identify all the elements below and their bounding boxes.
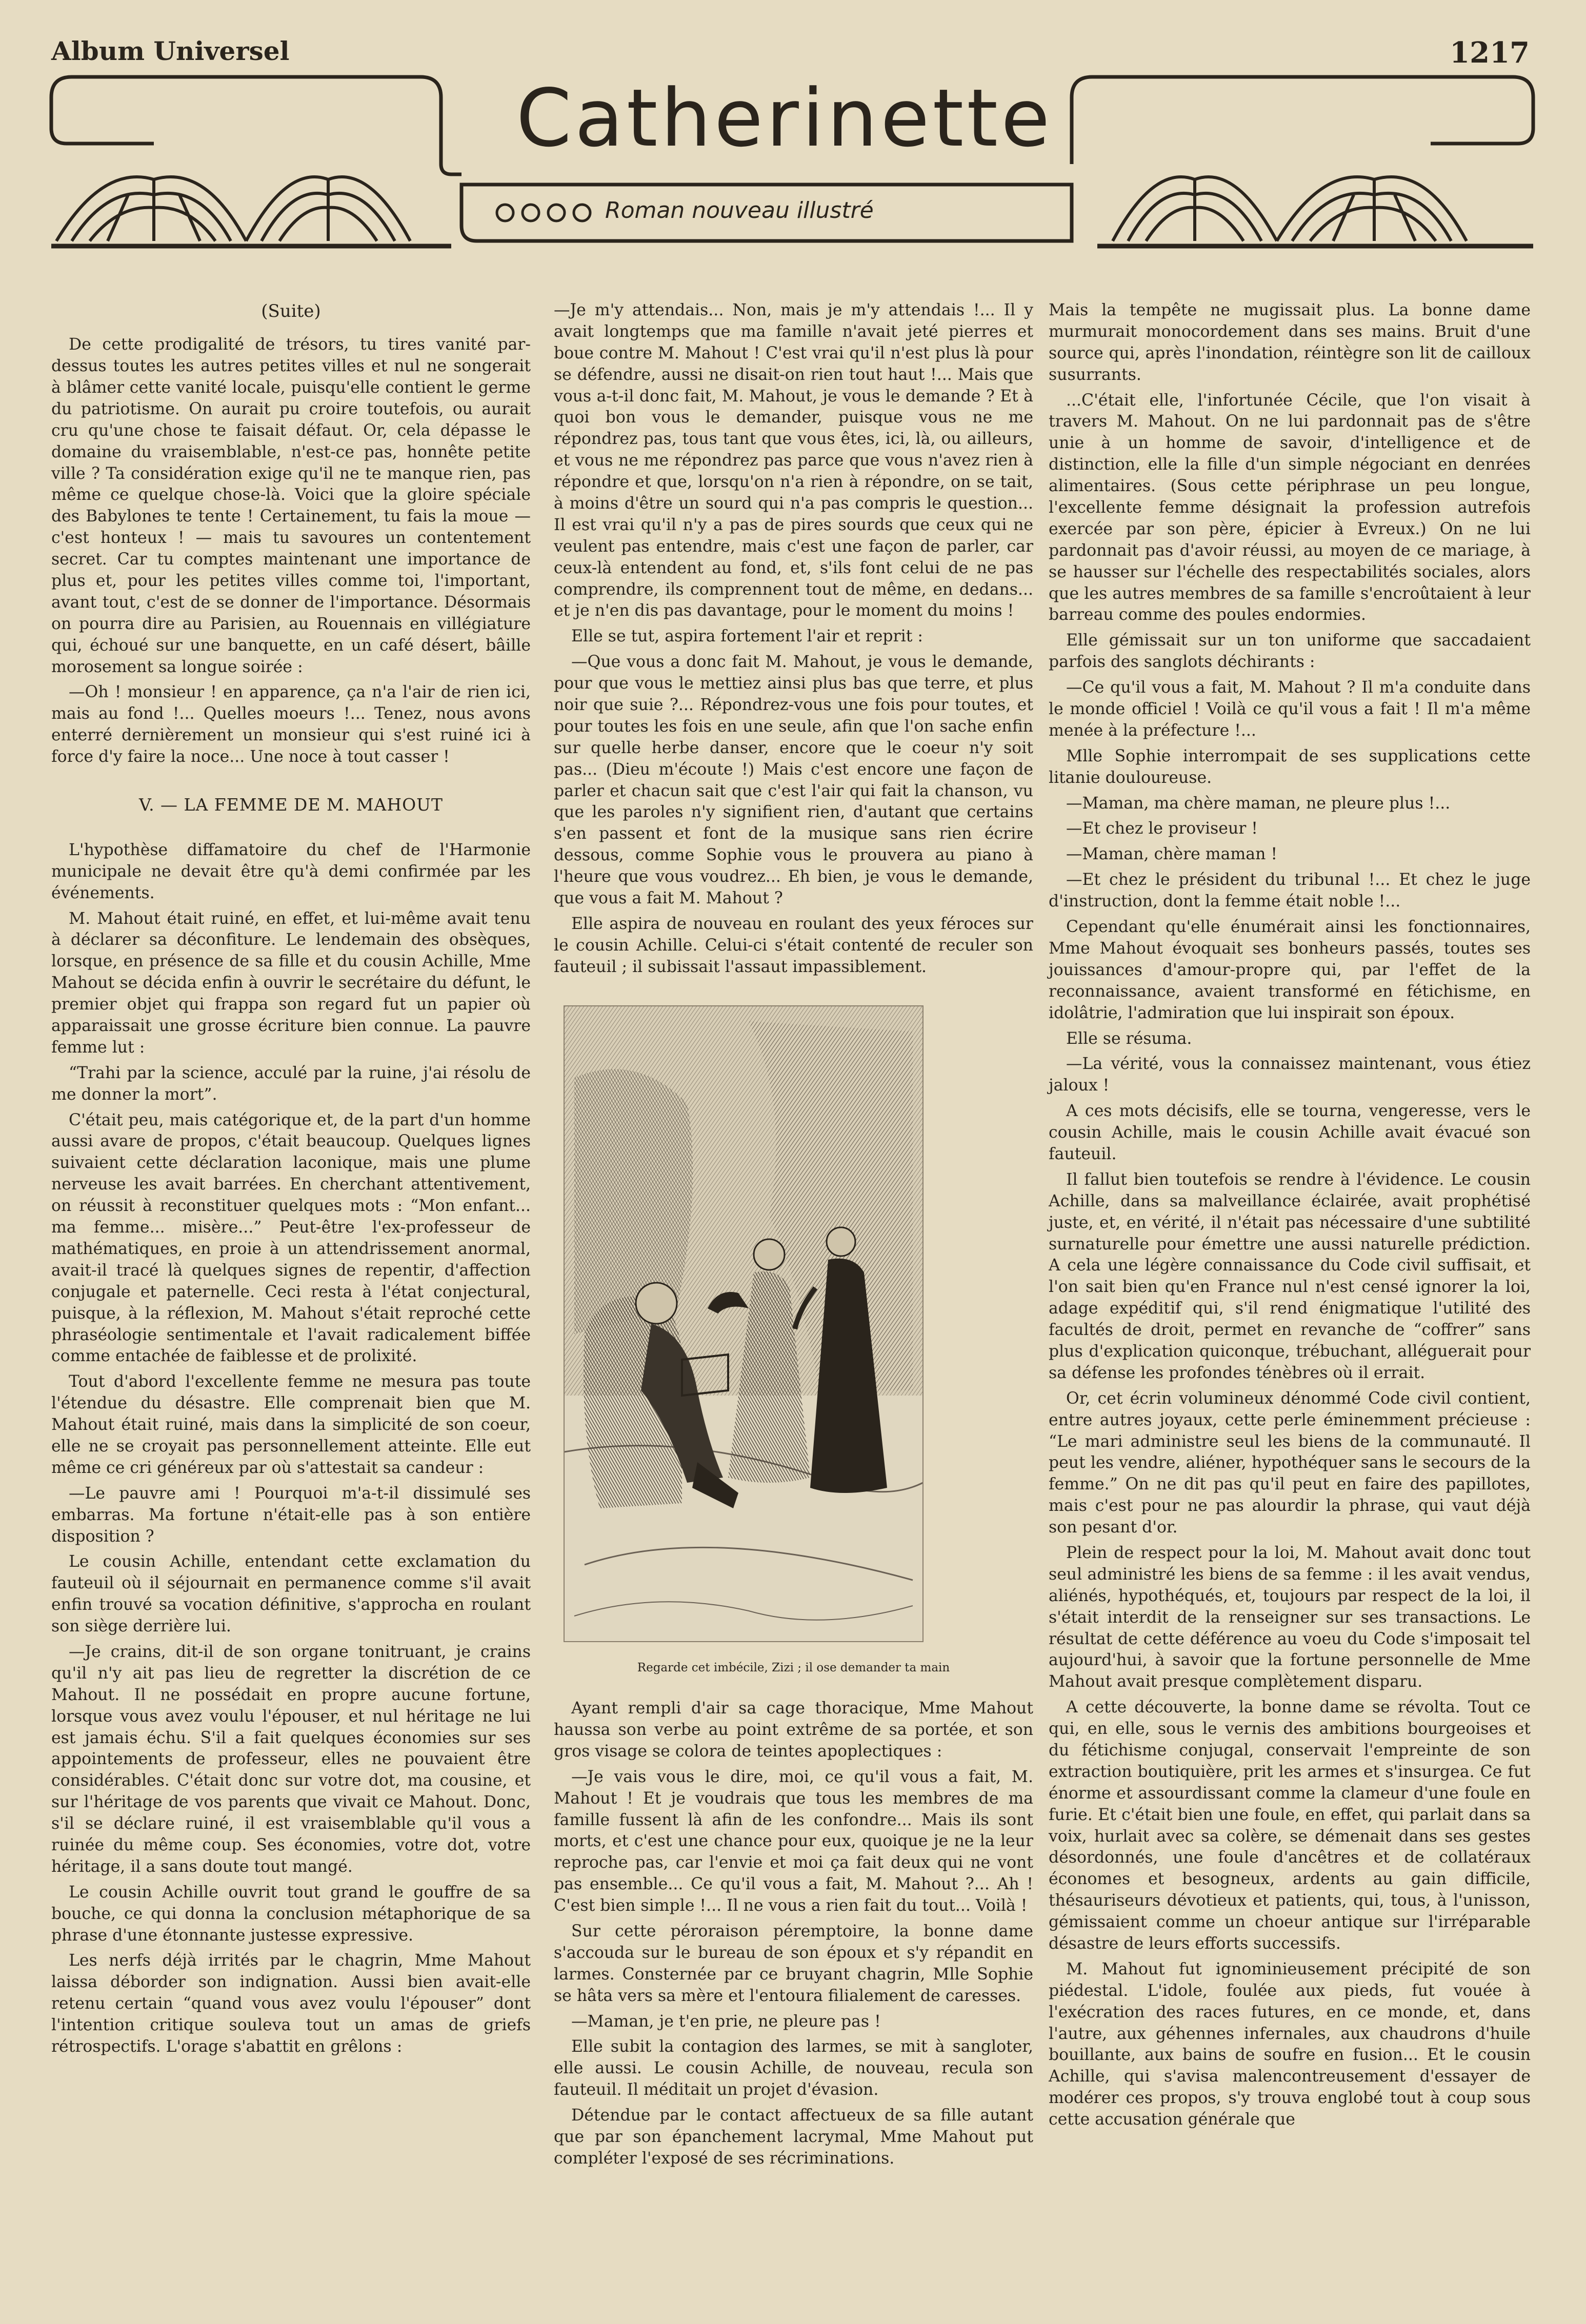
paragraph: Elle aspira de nouveau en roulant des yeux féroces sur le cousin Achille. Celui-ci s'était contenté de reculer son fauteuil ; il subissait l'assaut impassiblement. — [554, 914, 1033, 976]
paragraph: Ayant rempli d'air sa cage thoracique, Mme Mahout haussa son verbe au point extrême de sa portée, et son gros visage se colora de teintes apoplectiques : — [554, 1699, 1033, 1761]
chapter-heading: V. — LA FEMME DE M. MAHOUT — [139, 795, 443, 815]
paragraph: Le cousin Achille ouvrit tout grand le gouffre de sa bouche, ce qui donna la conclusion métaphorique de sa phrase d'une étonnante justesse expressive. — [51, 1883, 531, 1945]
paragraph: ...C'était elle, l'infortunée Cécile, que l'on visait à travers M. Mahout. On ne lui pardonnait pas de s'être unie à un homme de savoir, d'intelligence et de distinction, elle la fille d'un simple négociant en denrées alimentaires. (Sous cette périphrase un peu longue, l'excellente femme désignait la profession autrefois exercée par son père, épicier à Evreux.) On ne lui pardonnait pas d'avoir réussi, au moyen de ce mariage, à se hausser sur l'échelle des respectabilités sociales, alors que les autres membres de sa famille s'encroûtaient à leur barreau comme des poules endormies. — [1049, 391, 1531, 624]
paragraph: —Que vous a donc fait M. Mahout, je vous le demande, pour que vous le mettiez ainsi plus bas que terre, et plus noir que suie ?... Répondrez-vous une fois pour toutes, et pour toutes les fois en une seule, afin que l'on sache enfin sur quelle herbe danser, encore que le coeur n'y soit pas... (Dieu m'écoute !) Mais c'est encore une façon de parler et chacun sait que c'est l'air qui fait la chanson, vu que les paroles n'y signifient rien, d'autant que certains s'en passent et font de la musique sans rien écrire dessous, comme Sophie vous le prouvera au piano à l'heure que vous voudrez... Eh bien, je vous le demande, que vous a fait M. Mahout ? — [554, 653, 1033, 908]
paragraph: —Maman, chère maman ! — [1066, 845, 1278, 864]
paragraph: L'hypothèse diffamatoire du chef de l'Harmonie municipale ne devait être qu'à demi confirmée par les événements. — [51, 840, 531, 902]
banner-subtitle: Roman nouveau illustré — [605, 197, 874, 224]
paragraph: Tout d'abord l'excellente femme ne mesura pas toute l'étendue du désastre. Elle comprenait bien que M. Mahout était ruiné, mais dans la simplicité de son coeur, elle ne se croyait pas personnellement atteinte. Elle eut même ce cri généreux par où s'attestait sa candeur : — [51, 1372, 531, 1477]
paragraph: M. Mahout fut ignominieusement précipité de son piédestal. L'idole, foulée aux pieds, fut vouée à l'exécration des races futures, en ce monde, et, dans l'autre, aux géhennes infernales, aux chaudrons d'huile bouillante, aux bains de soufre en fusion... Et le cousin Achille, qui s'avisa malencontreusement d'essayer de modérer ces propos, s'y trouva englobé tout à coup sous cette accusation générale que — [1049, 1959, 1531, 2129]
paragraph: Le cousin Achille, entendant cette exclamation du fauteuil où il séjournait en permanence comme s'il avait enfin trouvé sa vocation définitive, s'approcha en roulant son siège derrière lui. — [51, 1552, 531, 1636]
paragraph: —Et chez le président du tribunal !... Et chez le juge d'instruction, dont la femme était noble !... — [1049, 871, 1531, 911]
paragraph: Sur cette péroraison péremptoire, la bonne dame s'accouda sur le bureau de son époux et s'y répandit en larmes. Consternée par ce bruyant chagrin, Mlle Sophie se hâta vers sa mère et l'entoura filialement de caresses. — [554, 1922, 1033, 2005]
paragraph: Elle subit la contagion des larmes, se mit à sangloter, elle aussi. Le cousin Achille, de nouveau, recula son fauteuil. Il méditait un projet d'évasion. — [554, 2037, 1033, 2099]
paragraph: A ces mots décisifs, elle se tourna, vengeresse, vers le cousin Achille, mais le cousin Achille avait évacué son fauteuil. — [1049, 1102, 1531, 1163]
paragraph: Cependant qu'elle énumérait ainsi les fonctionnaires, Mme Mahout évoquait ses bonheurs passés, toutes ses jouissances d'amour-propre qui, par l'effet de la reconnaissance, avaient transformé en fétichisme, en idolâtrie, l'admiration que lui inspirait son époux. — [1049, 918, 1531, 1022]
paragraph: Elle se résuma. — [1066, 1029, 1192, 1048]
paragraph: Elle gémissait sur un ton uniforme que saccadaient parfois des sanglots déchirants : — [1049, 631, 1531, 672]
paragraph: C'était peu, mais catégorique et, de la part d'un homme aussi avare de propos, c'était beaucoup. Quelques lignes suivaient cette déclaration laconique, mais une plume nerveuse les avait barrées. En cherchant attentivement, on réussit à reconstituer quelques mots : “Mon enfant... ma femme... misère...” Peut-être l'ex-professeur de mathématiques, en proie à un attendrissement anormal, avait-il tracé là quelques signes de repentir, d'affection conjugale et paternelle. Ceci resta à l'état conjectural, puisque, à la réflexion, M. Mahout s'était reproché cette phraséologie sentimentale et l'avait radicalement biffée comme entachée de faiblesse et de prolixité. — [51, 1110, 531, 1366]
paragraph: Or, cet écrin volumineux dénommé Code civil contient, entre autres joyaux, cette perle éminemment précieuse : “Le mari administre seul les biens de la communauté. Il peut les vendre, aliéner, hypothéquer sans le secours de la femme.” On ne dit pas qu'il peut en faire des papillotes, mais c'est pour ne pas alourdir la phrase, qui vaut déjà son pesant d'or. — [1049, 1389, 1531, 1537]
paragraph: —Je m'y attendais... Non, mais je m'y attendais !... Il y avait longtemps que ma famille n'avait jeté pierres et boue contre M. Mahout ! C'est vrai qu'il n'est plus là pour se défendre, aussi ne disait-on rien tout haut !... Mais que vous a-t-il donc fait, M. Mahout, je vous le demande ? Et à quoi bon vous le demander, puisque vous ne me répondrez pas, tous tant que vous êtes, ici, là, ou ailleurs, et vous ne me répondrez pas parce que vous n'avez rien à répondre et que, lorsqu'on n'a rien à répondre, on se tait, à moins d'être un sourd qui n'a pas compris le question... Il est vrai qu'il n'y a pas de pires sourds que ceux qui ne veulent pas entendre, mais c'est une façon de parler, car ceux-là entendent au fond, et, s'ils font celui de ne pas comprendre, ils comprennent tout de même, en dedans... et je n'en dis pas davantage, pour le moment du moins ! — [554, 301, 1033, 620]
paragraph: —Je crains, dit-il de son organe tonitruant, je crains qu'il n'y ait pas lieu de regretter la discrétion de ce Mahout. Il ne possédait en propre aucune fortune, lorsque vous avez voulu l'épouser, et nul héritage ne lui est jamais échu. S'il a fait quelques économies sur ses appointements de professeur, elles ne pouvaient être considérables. C'était donc sur votre dot, ma cousine, et sur l'héritage de vos parents que vivait ce Mahout. Donc, s'il se déclare ruiné, il est vraisemblable qu'il vous a ruinée du même coup. Ses économies, votre dot, votre héritage, il a sans doute tout mangé. — [51, 1642, 531, 1876]
paragraph: Mlle Sophie interrompait de ses supplications cette litanie douloureuse. — [1049, 746, 1531, 787]
paragraph: Détendue par le contact affectueux de sa fille autant que par son épanchement lacrymal, Mme Mahout put compléter l'exposé de ses récriminations. — [554, 2106, 1033, 2168]
paragraph: —La vérité, vous la connaissez maintenant, vous étiez jaloux ! — [1049, 1055, 1531, 1095]
running-head-publication: Album Universel — [51, 36, 290, 66]
text-column-1 — [51, 300, 531, 2062]
paragraph: —Le pauvre ami ! Pourquoi m'a-t-il dissimulé ses embarras. Ma fortune n'était-elle pas à son entière disposition ? — [51, 1484, 531, 1546]
engraving-illustration — [554, 1001, 933, 1647]
paragraph: —Maman, ma chère maman, ne pleure plus !... — [1066, 794, 1451, 813]
paragraph: De cette prodigalité de trésors, tu tires vanité par-dessus toutes les autres petites villes et nul ne songerait à blâmer cette vanité locale, puisqu'elle contient le germe du patriotisme. On aurait pu croire toutefois, ou aurait cru qu'une chose te faisait défaut. Or, cela dépasse le domaine du vraisemblable, n'est-ce pas, honnête petite ville ? Ta considération exige qu'il ne te manque rien, pas même ce quelque chose-là. Voici que la gloire spéciale des Babylones te tente ! Certainement, tu fais la moue — c'est honteux ! — mais tu savoures un contentement secret. Car tu comptes maintenant une importance de plus et, pour les petites villes comme toi, l'important, avant tout, c'est de se donner de l'importance. Désormais on pourra dire au Parisien, au Rouennais en villégiature qui, échoué sur une banquette, en un café désert, bâille morosement sa longue soirée : — [51, 335, 531, 676]
text-column-2 — [554, 300, 1033, 2174]
illustration-caption: Regarde cet imbécile, Zizi ; il ose demander ta main — [637, 1661, 950, 1674]
paragraph: Elle se tut, aspira fortement l'air et reprit : — [571, 627, 923, 646]
page-number: 1217 — [1450, 36, 1530, 70]
continued-label: (Suite) — [261, 301, 321, 321]
paragraph: —Ce qu'il vous a fait, M. Mahout ? Il m'a conduite dans le monde officiel ! Voilà ce qu'il vous a fait ! Il m'a même menée à la préfecture !... — [1049, 678, 1531, 740]
paragraph: Les nerfs déjà irrités par le chagrin, Mme Mahout laissa déborder son indignation. Aussi bien avait-elle retenu certain “quand vous avez voulu l'épouser” dont l'intention critique souleva tout un amas de griefs rétrospectifs. L'orage s'abattit en grêlons : — [51, 1951, 531, 2056]
paragraph: Plein de respect pour la loi, M. Mahout avait donc tout seul administré les biens de sa femme : il les avait vendus, aliénés, hypothéqués, et, toujours par respect de la loi, il s'était interdit de la renseigner sur ses transactions. Le résultat de cette déférence au voeu du Code s'imposait tel aujourd'hui, à savoir que la fortune personnelle de Mme Mahout avait presque complètement disparu. — [1049, 1543, 1531, 1691]
text-column-3 — [1049, 300, 1531, 2135]
paragraph: “Trahi par la science, acculé par la ruine, j'ai résolu de me donner la mort”. — [51, 1063, 531, 1104]
paragraph: Il fallut bien toutefois se rendre à l'évidence. Le cousin Achille, dans sa malveillance éclairée, avait prophétisé juste, et, en vérité, il n'était pas nécessaire d'une subtilité surnaturelle pour émettre une aussi naturelle prédiction. A cela une légère connaissance du Code civil suffisait, et l'on sait bien qu'en France nul n'est censé ignorer la loi, adage expéditif qui, s'il rend énigmatique l'utilité des facultés de droit, permet en revanche de “coffrer” sans plus d'explication quiconque, trébuchant, alléguerait pour sa défense les profondes ténèbres où il errait. — [1049, 1170, 1531, 1382]
paragraph: —Et chez le proviseur ! — [1066, 819, 1258, 838]
paragraph: Mais la tempête ne mugissait plus. La bonne dame murmurait monocordement dans ses mains. Bruit d'une source qui, après l'inondation, réintègre son lit de cailloux susurrants. — [1049, 301, 1531, 384]
paragraph: —Je vais vous le dire, moi, ce qu'il vous a fait, M. Mahout ! Et je voudrais que tous les membres de ma famille fussent là afin de les confondre... Mais ils sont morts, et c'est une chance pour eux, quoique je ne la leur reproche pas, car l'envie et moi ça fait deux qui ne vont pas ensemble... Ce qu'il vous a fait, M. Mahout ?... Ah ! C'est bien simple !... Il ne vous a rien fait du tout... Voilà ! — [554, 1767, 1033, 1915]
paragraph: —Oh ! monsieur ! en apparence, ça n'a l'air de rien ici, mais au fond !... Quelles moeurs !... Tenez, nous avons enterré dernièrement un monsieur qui s'est ruiné ici à force d'y faire la noce... Une noce à tout casser ! — [51, 683, 531, 766]
banner-title: Catherinette — [516, 72, 1053, 165]
paragraph: M. Mahout était ruiné, en effet, et lui-même avait tenu à déclarer sa déconfiture. Le lendemain des obsèques, lorsque, en présence de sa fille et du cousin Achille, Mme Mahout se décida enfin à ouvrir le secrétaire du défunt, le premier objet qui frappa son regard fut un papier où apparaissait une grosse écriture bien connue. La pauvre femme lut : — [51, 909, 531, 1057]
paragraph: —Maman, je t'en prie, ne pleure pas ! — [571, 2012, 881, 2031]
paragraph: A cette découverte, la bonne dame se révolta. Tout ce qui, en elle, sous le vernis des ambitions bourgeoises et du fétichisme conjugal, conservait l'empreinte de son extraction boutiquière, prit les armes et s'insurgea. Ce fut énorme et assourdissant comme la clameur d'une foule en furie. Et c'était bien une foule, en effet, qui parlait dans sa voix, hurlait avec sa colère, se démenait dans ses gestes désordonnés, une foule d'ancêtres et de collatéraux économes et besogneux, ardents au gain difficile, thésauriseurs dévotieux et patients, qui, tous, à l'unisson, gémissaient comme un choeur antique sur l'irréparable désastre de leurs efforts successifs. — [1049, 1698, 1531, 1953]
